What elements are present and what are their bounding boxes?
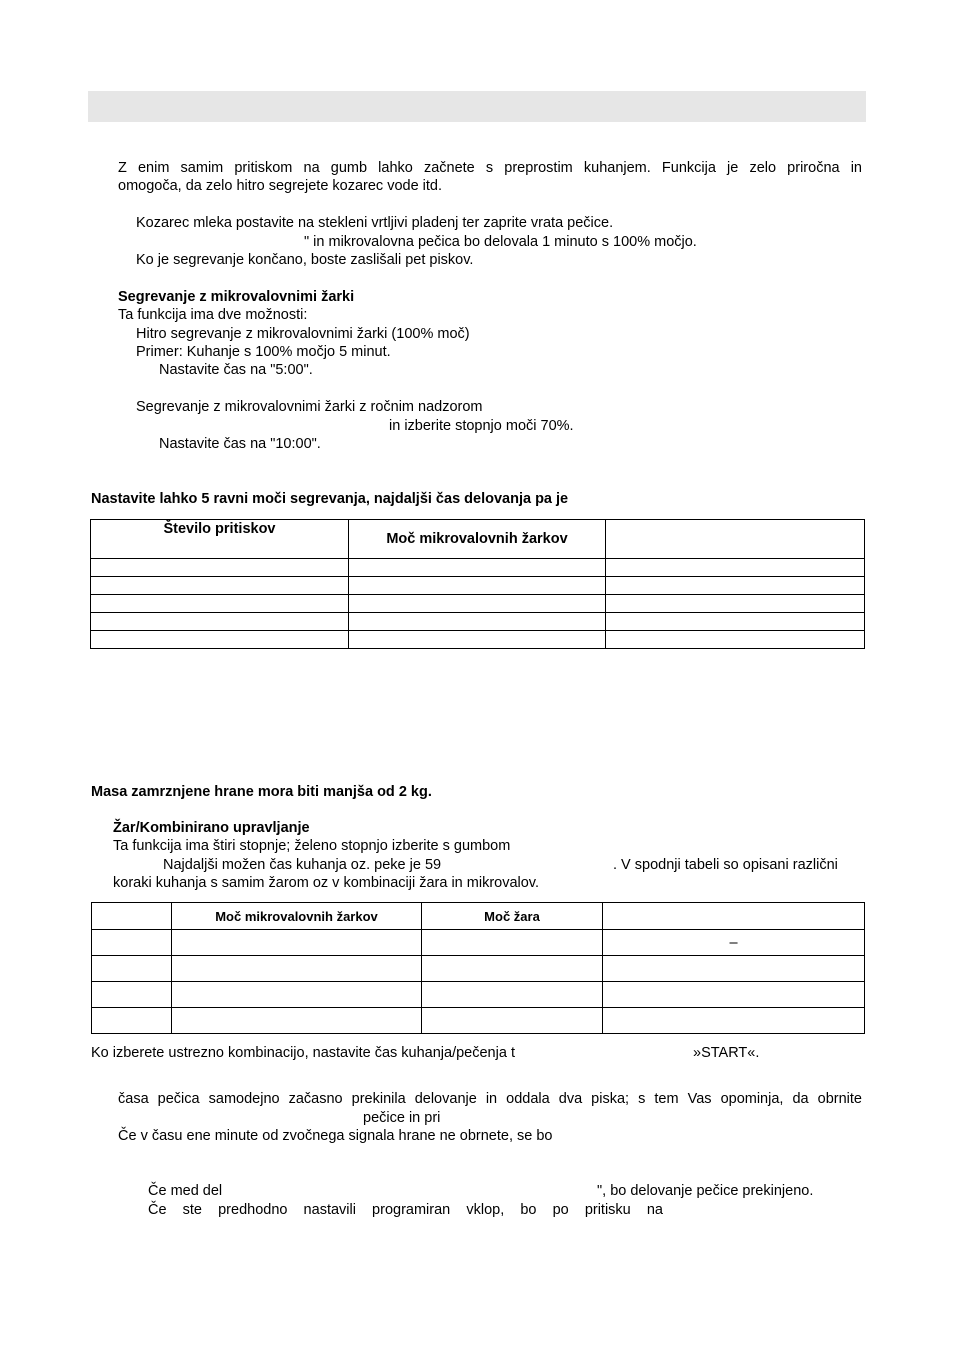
table-header-row — [91, 520, 865, 559]
quick-step-2: " in mikrovalovna pečica bo delovala 1 minuto s 100% močjo. — [304, 234, 697, 250]
note-line-3: Če v času ene minute od zvočnega signala hrane ne obrnete, se bo — [118, 1128, 553, 1144]
microwave-option-1-example: Primer: Kuhanje s 100% močjo 5 minut. — [136, 344, 391, 360]
table-cell — [606, 595, 865, 613]
table-cell — [349, 577, 606, 595]
power-levels-heading: Nastavite lahko 5 ravni moči segrevanja, najdaljši čas delovanja pa je — [91, 491, 569, 507]
table-cell — [606, 613, 865, 631]
column-header-grill-power: Moč žara — [422, 903, 603, 930]
microwave-option-1: Hitro segrevanje z mikrovalovnimi žarki (100% moč) — [136, 326, 470, 342]
table-row — [91, 595, 865, 613]
table-cell — [606, 631, 865, 649]
table-cell — [172, 982, 422, 1008]
table-cell — [172, 930, 422, 956]
grill-line-3: koraki kuhanja s samim žarom oz v kombinaciji žara in mikrovalov. — [113, 875, 540, 891]
table-cell — [422, 982, 603, 1008]
microwave-intro: Ta funkcija ima dve možnosti: — [118, 307, 308, 323]
table-cell — [91, 595, 349, 613]
table-cell — [92, 982, 172, 1008]
microwave-heading: Segrevanje z mikrovalovnimi žarki — [118, 289, 355, 305]
grill-after-table-b: »START«. — [693, 1045, 760, 1061]
table-cell — [349, 631, 606, 649]
table-cell — [91, 577, 349, 595]
table-row — [92, 1008, 865, 1034]
microwave-option-2-power: in izberite stopnjo moči 70%. — [389, 418, 574, 434]
column-header-microwave-power: Moč mikrovalovnih žarkov — [349, 520, 606, 559]
table-cell — [603, 956, 865, 982]
microwave-option-1-time: Nastavite čas na "5:00". — [159, 362, 313, 378]
table-row — [92, 982, 865, 1008]
microwave-option-2-time: Nastavite čas na "10:00". — [159, 436, 321, 452]
table-cell — [91, 559, 349, 577]
grill-line-2a: Najdaljši možen čas kuhanja oz. peke je 59 — [163, 857, 442, 873]
table-cell — [172, 956, 422, 982]
table-cell — [349, 595, 606, 613]
table-cell — [422, 1008, 603, 1034]
table-cell — [92, 930, 172, 956]
column-header-4 — [603, 903, 865, 930]
quick-step-3: Ko je segrevanje končano, boste zaslišali pet piskov. — [136, 252, 474, 268]
table-cell — [92, 956, 172, 982]
grill-combination-table — [91, 902, 865, 1034]
table-cell — [606, 577, 865, 595]
intro-line-1: Z enim samim pritiskom na gumb lahko začnete s preprostim kuhanjem. Funkcija je zelo priročna in — [118, 160, 862, 176]
table-cell — [91, 631, 349, 649]
table-cell — [422, 956, 603, 982]
grill-line-2b: . V spodnji tabeli so opisani različni — [613, 857, 838, 873]
table-row — [92, 956, 865, 982]
table-header-row — [92, 903, 865, 930]
column-header-presses: Število pritiskov — [91, 520, 349, 559]
microwave-option-2: Segrevanje z mikrovalovnimi žarki z ročnim nadzorom — [136, 399, 483, 415]
table-cell — [603, 1008, 865, 1034]
table-cell — [422, 930, 603, 956]
table-row — [91, 613, 865, 631]
note-line-4a: Če med del — [148, 1183, 223, 1199]
table-cell — [92, 1008, 172, 1034]
table-row — [91, 631, 865, 649]
section-header-bar — [88, 91, 866, 122]
table-cell — [349, 559, 606, 577]
column-header-1 — [92, 903, 172, 930]
quick-step-1: Kozarec mleka postavite na stekleni vrtljivi pladenj ter zaprite vrata pečice. — [136, 215, 614, 231]
note-line-2: pečice in pri — [363, 1110, 441, 1126]
intro-line-2: omogoča, da zelo hitro segrejete kozarec vode itd. — [118, 178, 443, 194]
table-cell — [349, 613, 606, 631]
column-header-3 — [606, 520, 865, 559]
grill-after-table-a: Ko izberete ustrezno kombinacijo, nastavite čas kuhanja/pečenja t — [91, 1045, 515, 1061]
table-row — [92, 930, 865, 956]
table-cell — [606, 559, 865, 577]
grill-heading: Žar/Kombinirano upravljanje — [113, 820, 310, 836]
table-row — [91, 577, 865, 595]
defrost-note: Masa zamrznjene hrane mora biti manjša od 2 kg. — [91, 784, 432, 800]
grill-line-1: Ta funkcija ima štiri stopnje; želeno stopnjo izberite s gumbom — [113, 838, 511, 854]
note-line-4b: ", bo delovanje pečice prekinjeno. — [597, 1183, 814, 1199]
power-levels-table — [90, 519, 865, 649]
table-row — [91, 559, 865, 577]
table-cell — [91, 613, 349, 631]
note-line-1: časa pečica samodejno začasno prekinila delovanje in oddala dva piska; s tem Vas opominja, da obrnite — [118, 1091, 862, 1107]
table-cell: – — [603, 930, 865, 956]
column-header-microwave-power: Moč mikrovalovnih žarkov — [172, 903, 422, 930]
note-line-5: Če ste predhodno nastavili programiran vklop, bo po pritisku na — [148, 1202, 663, 1218]
table-cell — [603, 982, 865, 1008]
table-cell — [172, 1008, 422, 1034]
